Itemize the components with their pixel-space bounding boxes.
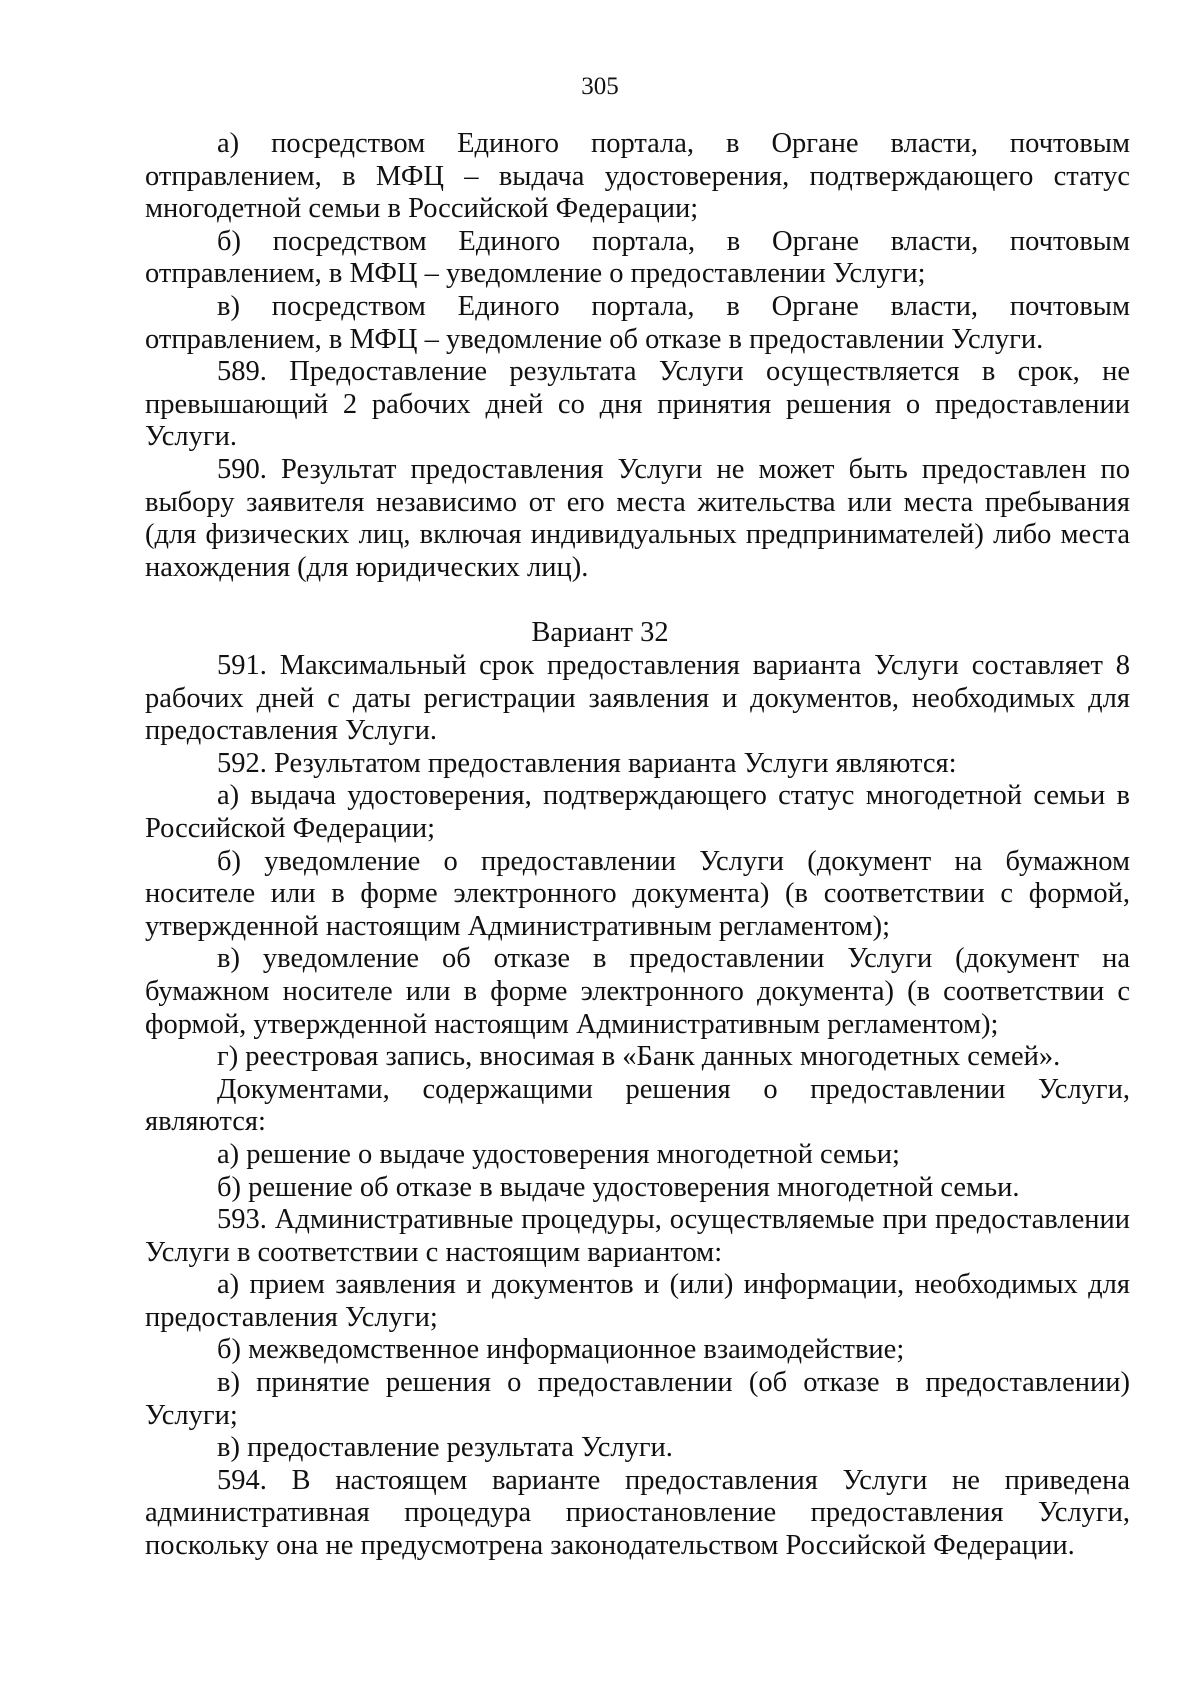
paragraph: б) межведомственное информационное взаимодействие; (217, 1334, 905, 1366)
paragraph: 594. В настоящем варианте предоставления Услуги не приведена административная процедура приостановление предоставления Услуги, поскольку она не предусмотрена законодательством Российской Федерации. (145, 1464, 1130, 1562)
text-block-bottom (145, 650, 1130, 1563)
paragraph: 592. Результатом предоставления варианта Услуги являются: (217, 747, 957, 779)
paragraph: а) прием заявления и документов и (или) информации, необходимых для предоставления Услуги; (145, 1269, 1130, 1333)
page-number: 305 (581, 73, 619, 100)
paragraph: в) предоставление результата Услуги. (217, 1432, 673, 1464)
paragraph: Документами, содержащими решения о предоставлении Услуги, являются: (145, 1073, 1130, 1138)
paragraph: б) посредством Единого портала, в Органе власти, почтовым отправлением, в МФЦ – уведомление о предоставлении Услуги; (145, 225, 1130, 290)
paragraph: а) посредством Единого портала, в Органе власти, почтовым отправлением, в МФЦ – выдача удостоверения, подтверждающего статус многодетной семьи в Российской Федерации; (145, 128, 1130, 225)
paragraph: б) решение об отказе в выдаче удостоверения многодетной семьи. (217, 1171, 1020, 1203)
paragraph: г) реестровая запись, вносимая в «Банк данных многодетных семей». (217, 1041, 1061, 1073)
paragraph: б) уведомление о предоставлении Услуги (документ на бумажном носителе или в форме электронного документа) (в соответствии с формой, утвержденной настоящим Административным регламентом); (145, 845, 1130, 942)
paragraph: 590. Результат предоставления Услуги не может быть предоставлен по выбору заявителя независимо от его места жительства или места пребывания (для физических лиц, включая индивидуальных предпринимателей) либо места нахождения (для юридических лиц). (145, 453, 1130, 583)
text-block-top (145, 128, 1130, 584)
section-heading: Вариант 32 (531, 617, 669, 648)
paragraph: в) посредством Единого портала, в Органе власти, почтовым отправлением, в МФЦ – уведомление об отказе в предоставлении Услуги. (145, 290, 1130, 355)
paragraph: 589. Предоставление результата Услуги осуществляется в срок, не превышающий 2 рабочих дней со дня принятия решения о предоставлении Услуги. (145, 356, 1130, 453)
paragraph: в) принятие решения о предоставлении (об отказе в предоставлении) Услуги; (145, 1367, 1130, 1431)
paragraph: 591. Максимальный срок предоставления варианта Услуги составляет 8 рабочих дней с даты регистрации заявления и документов, необходимых для предоставления Услуги. (145, 650, 1130, 747)
paragraph: 593. Административные процедуры, осуществляемые при предоставлении Услуги в соответствии с настоящим вариантом: (145, 1204, 1130, 1268)
paragraph: в) уведомление об отказе в предоставлении Услуги (документ на бумажном носителе или в форме электронного документа) (в соответствии с формой, утвержденной настоящим Административным регламентом); (145, 943, 1130, 1040)
paragraph: а) выдача удостоверения, подтверждающего статус многодетной семьи в Российской Федерации; (145, 780, 1130, 844)
paragraph: а) решение о выдаче удостоверения многодетной семьи; (217, 1138, 900, 1170)
